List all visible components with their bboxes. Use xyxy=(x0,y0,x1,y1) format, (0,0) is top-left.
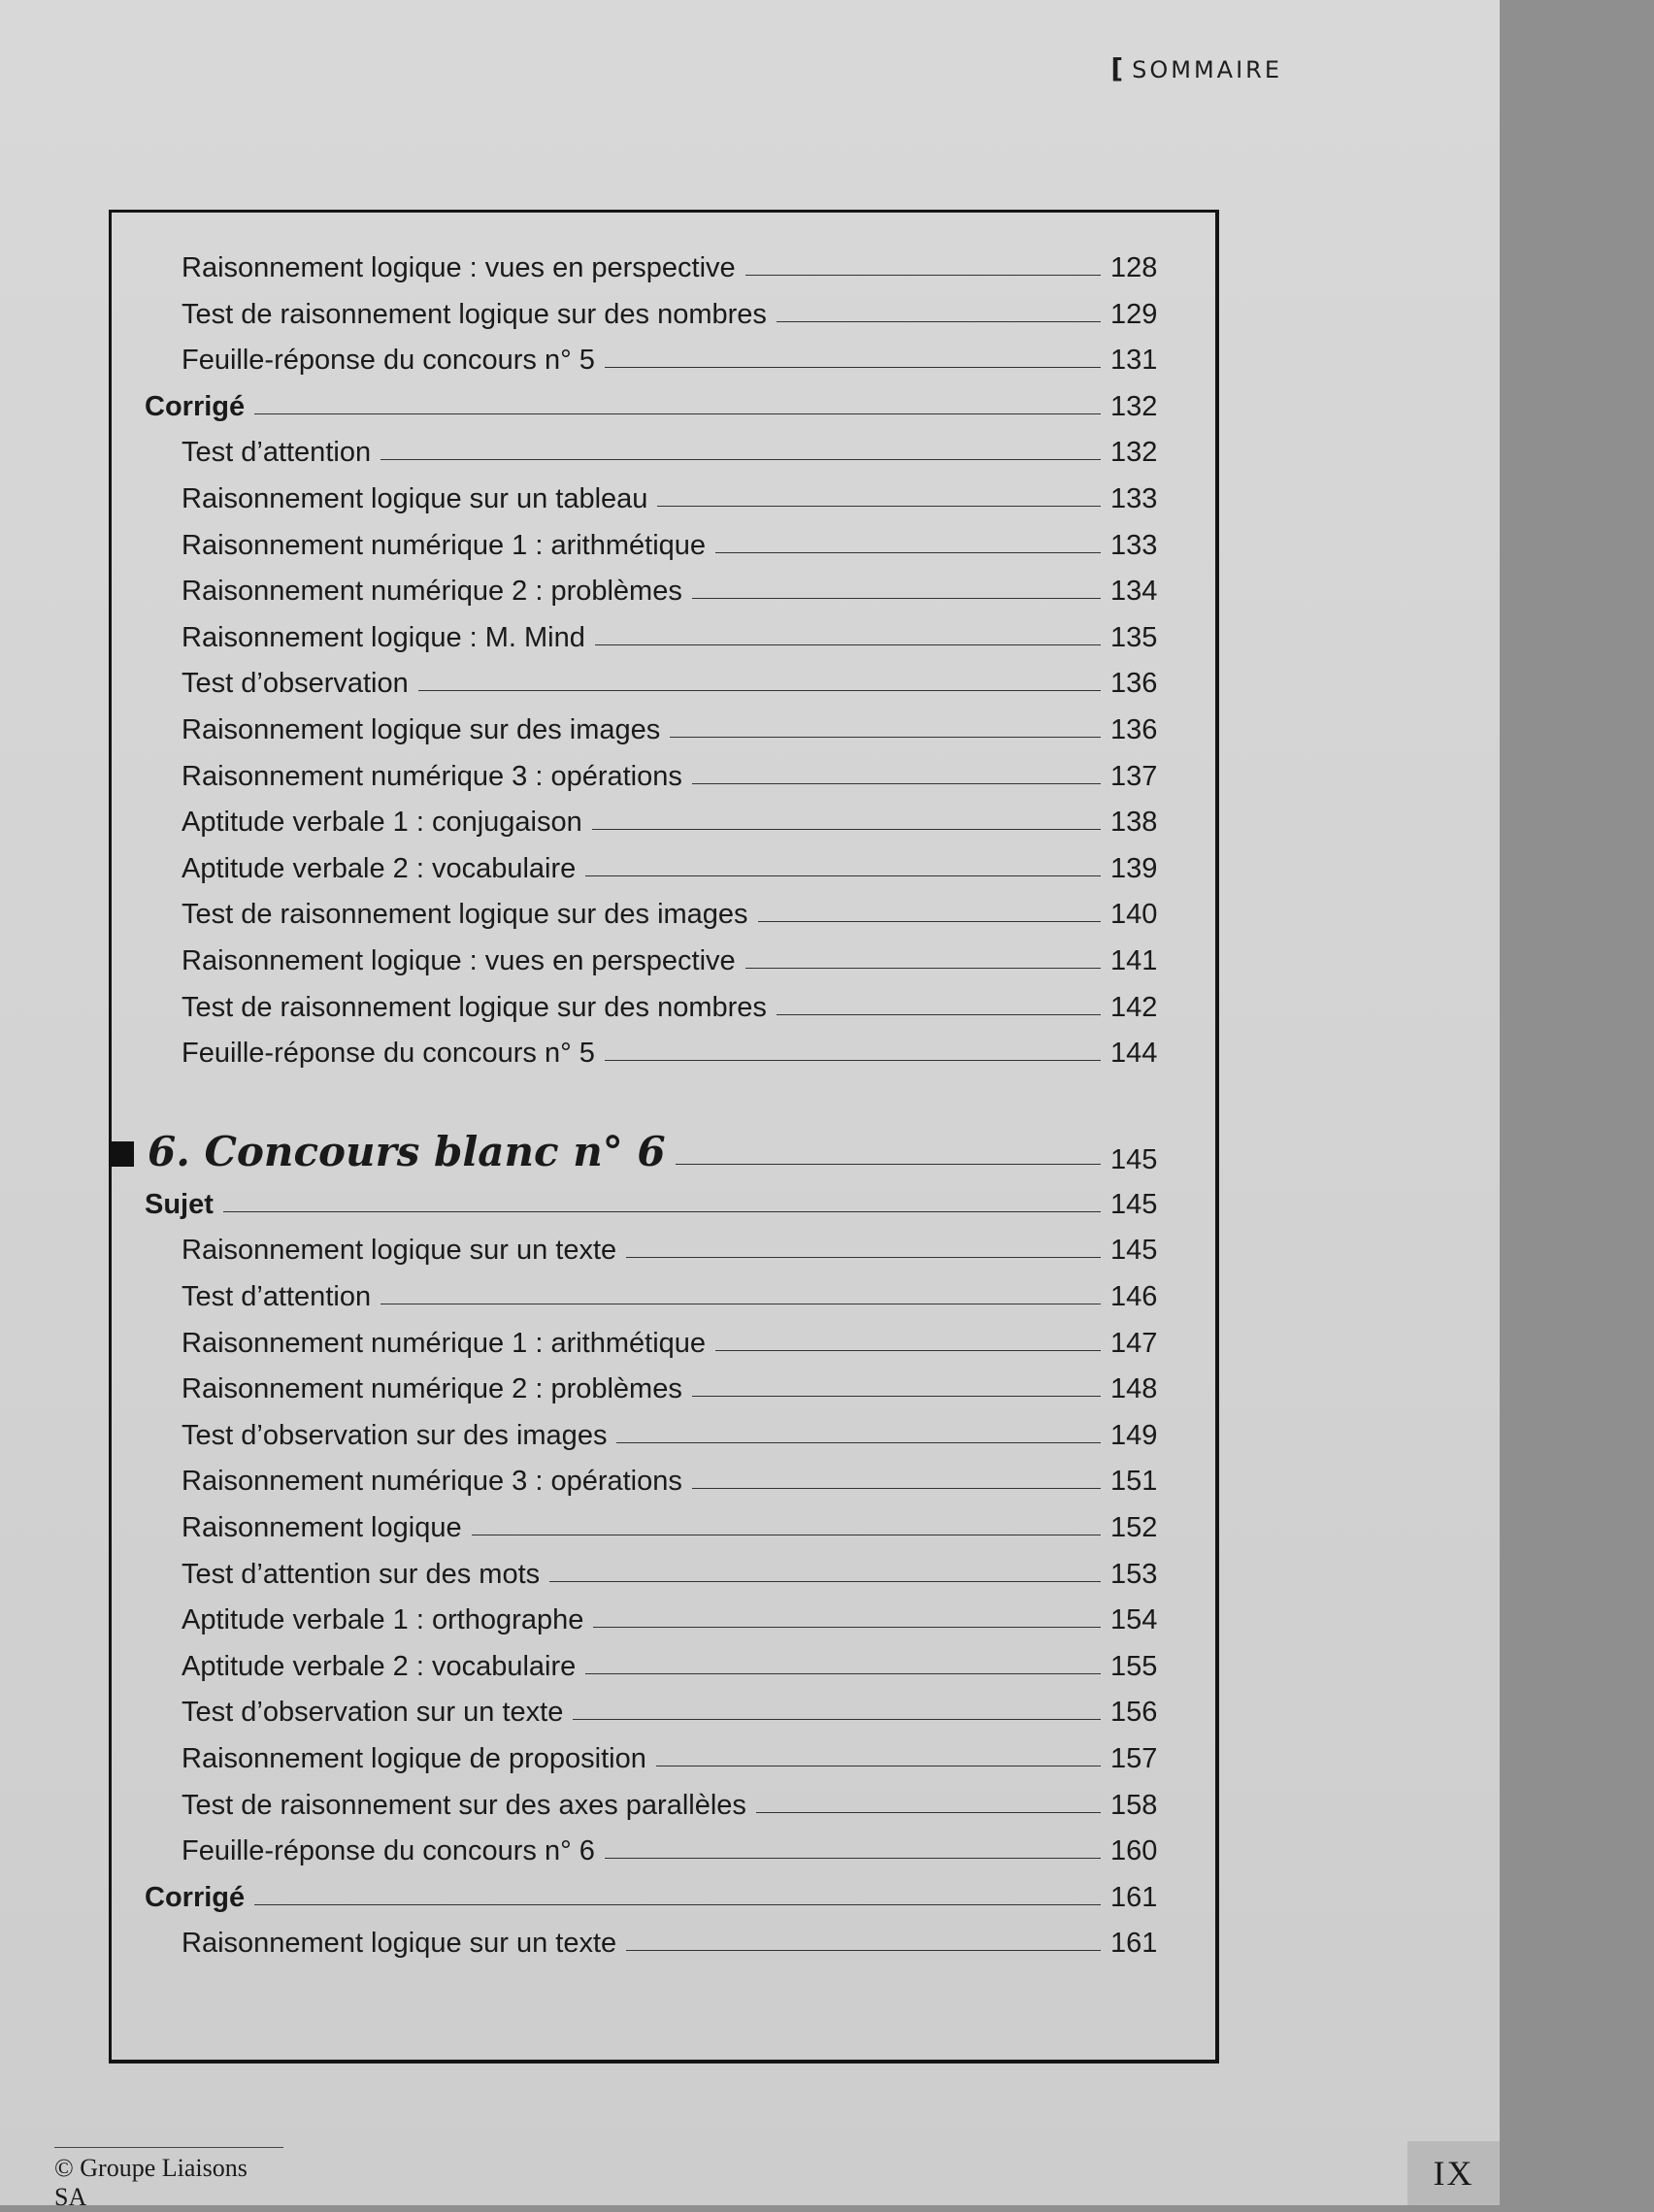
toc-page-number: 137 xyxy=(1110,760,1158,792)
toc-entry[interactable] xyxy=(112,1686,1215,1729)
toc-page-number: 154 xyxy=(1110,1604,1158,1636)
toc-entry-label: Raisonnement logique xyxy=(182,1512,462,1543)
toc-page-number: 145 xyxy=(1110,1143,1158,1175)
toc-page-number: 128 xyxy=(1110,252,1158,283)
toc-entry-label: Raisonnement numérique 1 : arithmétique xyxy=(182,1327,707,1359)
toc-entry[interactable] xyxy=(112,1733,1215,1775)
page-number: IX xyxy=(1407,2141,1500,2205)
toc-page-number: 155 xyxy=(1110,1650,1158,1682)
dot-leader xyxy=(605,1060,1101,1061)
toc-entry[interactable] xyxy=(112,888,1215,931)
dot-leader xyxy=(254,1904,1101,1905)
toc-entry-label: Test d’observation xyxy=(182,668,409,700)
dot-leader xyxy=(595,644,1101,645)
dot-leader xyxy=(777,321,1101,322)
toc-entry[interactable] xyxy=(112,1825,1215,1867)
toc-page-number: 131 xyxy=(1110,345,1158,377)
copyright-notice: © Groupe Liaisons SA xyxy=(54,2147,283,2212)
toc-entry-label: Raisonnement logique : vues en perspective xyxy=(182,945,736,976)
toc-entry-label: Aptitude verbale 2 : vocabulaire xyxy=(182,1650,577,1682)
dot-leader xyxy=(657,506,1101,507)
dot-leader xyxy=(254,413,1101,414)
toc-page-number: 140 xyxy=(1110,899,1158,931)
toc-entry[interactable] xyxy=(112,288,1215,331)
toc-entry-label: Corrigé xyxy=(145,390,246,422)
toc-entry[interactable] xyxy=(112,426,1215,469)
toc-page-number: 161 xyxy=(1110,1881,1158,1913)
dot-leader xyxy=(418,690,1101,691)
dot-leader xyxy=(715,1350,1101,1351)
toc-section-heading[interactable] xyxy=(112,1871,1215,1914)
chapter-square-icon xyxy=(109,1141,134,1167)
toc-entry-label: Raisonnement logique : vues en perspective xyxy=(182,252,736,283)
table-of-contents xyxy=(109,210,1219,2063)
toc-entry[interactable] xyxy=(112,473,1215,515)
toc-page-number: 151 xyxy=(1110,1466,1158,1498)
toc-entry-label: Feuille-réponse du concours n° 5 xyxy=(182,345,595,377)
dot-leader xyxy=(223,1211,1101,1212)
toc-entry-label: Test de raisonnement sur des axes parallèles xyxy=(182,1789,746,1821)
toc-entry[interactable] xyxy=(112,1224,1215,1267)
toc-entry[interactable] xyxy=(112,519,1215,562)
toc-entry-label: Test de raisonnement logique sur des nombres xyxy=(182,298,767,330)
toc-page-number: 132 xyxy=(1110,437,1158,469)
toc-entry-label: Raisonnement logique : M. Mind xyxy=(182,621,585,653)
dot-leader xyxy=(605,1858,1101,1859)
toc-entry[interactable] xyxy=(112,565,1215,608)
toc-entry-label: Test d’attention xyxy=(182,1281,372,1312)
dot-leader xyxy=(585,875,1101,876)
dot-leader xyxy=(756,1812,1101,1813)
dot-leader xyxy=(605,367,1101,368)
dot-leader xyxy=(380,459,1101,460)
toc-page-number: 145 xyxy=(1110,1235,1158,1267)
dot-leader xyxy=(692,1396,1101,1397)
toc-entry-label: Test de raisonnement logique sur des images xyxy=(182,899,748,931)
toc-entry[interactable] xyxy=(112,935,1215,977)
toc-entry-label: Corrigé xyxy=(145,1881,246,1913)
toc-page-number: 133 xyxy=(1110,529,1158,561)
toc-page-number: 146 xyxy=(1110,1281,1158,1312)
toc-entry-label: 6. Concours blanc n° 6 xyxy=(148,1127,666,1175)
toc-entry[interactable] xyxy=(112,796,1215,839)
dot-leader xyxy=(692,598,1101,599)
toc-entry[interactable] xyxy=(112,611,1215,654)
running-header xyxy=(1110,52,1282,84)
toc-entry[interactable] xyxy=(112,1502,1215,1544)
dot-leader xyxy=(626,1257,1101,1258)
toc-entry[interactable] xyxy=(112,1640,1215,1683)
toc-chapter-heading[interactable] xyxy=(112,1118,1215,1176)
toc-page-number: 142 xyxy=(1110,991,1158,1023)
toc-page-number: 148 xyxy=(1110,1373,1158,1405)
toc-entry-label: Aptitude verbale 1 : conjugaison xyxy=(182,807,582,839)
toc-entry[interactable] xyxy=(112,1779,1215,1822)
dot-leader xyxy=(692,783,1101,784)
toc-entry[interactable] xyxy=(112,1917,1215,1960)
dot-leader xyxy=(585,1673,1101,1674)
toc-page-number: 138 xyxy=(1110,807,1158,839)
toc-entry-label: Test de raisonnement logique sur des nombres xyxy=(182,991,767,1023)
toc-page-number: 136 xyxy=(1110,668,1158,700)
toc-entry-label: Feuille-réponse du concours n° 6 xyxy=(182,1835,595,1867)
dot-leader xyxy=(626,1950,1101,1951)
dot-leader xyxy=(592,829,1101,830)
toc-entry-label: Raisonnement logique sur un texte xyxy=(182,1235,617,1267)
dot-leader xyxy=(573,1719,1101,1720)
toc-entry[interactable] xyxy=(112,1027,1215,1070)
dot-leader xyxy=(758,921,1101,922)
dot-leader xyxy=(670,737,1101,738)
toc-page-number: 158 xyxy=(1110,1789,1158,1821)
toc-page-number: 135 xyxy=(1110,621,1158,653)
toc-entry-label: Test d’observation sur un texte xyxy=(182,1697,564,1729)
toc-page-number: 132 xyxy=(1110,390,1158,422)
dot-leader xyxy=(692,1488,1101,1489)
toc-entry-label: Raisonnement numérique 1 : arithmétique xyxy=(182,529,707,561)
toc-page-number: 144 xyxy=(1110,1038,1158,1070)
dot-leader xyxy=(745,968,1101,969)
toc-page-number: 152 xyxy=(1110,1512,1158,1543)
toc-page-number: 153 xyxy=(1110,1558,1158,1590)
toc-entry-label: Test d’attention sur des mots xyxy=(182,1558,541,1590)
toc-section-heading[interactable] xyxy=(112,380,1215,423)
toc-entry-label: Raisonnement numérique 3 : opérations xyxy=(182,760,682,792)
toc-entry-label: Raisonnement logique sur un tableau xyxy=(182,483,648,514)
toc-page-number: 149 xyxy=(1110,1419,1158,1451)
toc-entry[interactable] xyxy=(112,334,1215,377)
toc-entry[interactable] xyxy=(112,657,1215,700)
toc-page-number: 145 xyxy=(1110,1188,1158,1220)
toc-entry[interactable] xyxy=(112,1271,1215,1313)
toc-page-number: 160 xyxy=(1110,1835,1158,1867)
header-bracket: [ xyxy=(1110,52,1127,84)
dot-leader xyxy=(676,1164,1101,1165)
toc-entry-label: Raisonnement logique de proposition xyxy=(182,1743,646,1774)
toc-page-number: 157 xyxy=(1110,1743,1158,1774)
toc-page-number: 156 xyxy=(1110,1697,1158,1729)
toc-page-number: 161 xyxy=(1110,1928,1158,1960)
toc-entry-label: Test d’attention xyxy=(182,437,372,469)
dot-leader xyxy=(777,1014,1101,1015)
toc-section-heading[interactable] xyxy=(112,1178,1215,1221)
dot-leader xyxy=(549,1581,1101,1582)
dot-leader xyxy=(745,275,1101,276)
toc-entry-label: Raisonnement numérique 2 : problèmes xyxy=(182,576,682,608)
toc-page-number: 139 xyxy=(1110,852,1158,884)
toc-page-number: 147 xyxy=(1110,1327,1158,1359)
toc-entry[interactable] xyxy=(112,842,1215,885)
dot-leader xyxy=(616,1442,1101,1443)
toc-entry[interactable] xyxy=(112,1594,1215,1636)
toc-entry-label: Sujet xyxy=(145,1188,214,1220)
toc-entry-label: Feuille-réponse du concours n° 5 xyxy=(182,1038,595,1070)
toc-page-number: 141 xyxy=(1110,945,1158,976)
toc-entry[interactable] xyxy=(112,1409,1215,1452)
toc-entry[interactable] xyxy=(112,704,1215,746)
toc-entry[interactable] xyxy=(112,1548,1215,1591)
toc-entry[interactable] xyxy=(112,981,1215,1024)
dot-leader xyxy=(715,552,1101,553)
toc-entry-label: Raisonnement numérique 3 : opérations xyxy=(182,1466,682,1498)
toc-entry-label: Raisonnement logique sur un texte xyxy=(182,1928,617,1960)
toc-entry-label: Aptitude verbale 1 : orthographe xyxy=(182,1604,584,1636)
toc-page-number: 133 xyxy=(1110,483,1158,514)
toc-entry-label: Aptitude verbale 2 : vocabulaire xyxy=(182,852,577,884)
toc-entry-label: Raisonnement logique sur des images xyxy=(182,714,661,745)
toc-entry[interactable] xyxy=(112,1317,1215,1360)
toc-page-number: 134 xyxy=(1110,576,1158,608)
toc-entry-label: Raisonnement numérique 2 : problèmes xyxy=(182,1373,682,1405)
toc-page-number: 136 xyxy=(1110,714,1158,745)
toc-entry[interactable] xyxy=(112,1455,1215,1498)
toc-entry-label: Test d’observation sur des images xyxy=(182,1419,608,1451)
toc-entry[interactable] xyxy=(112,750,1215,793)
dot-leader xyxy=(593,1627,1101,1628)
toc-entry[interactable] xyxy=(112,1363,1215,1405)
toc-entry[interactable] xyxy=(112,242,1215,284)
header-title: SOMMAIRE xyxy=(1132,56,1282,83)
toc-page-number: 129 xyxy=(1110,298,1158,330)
